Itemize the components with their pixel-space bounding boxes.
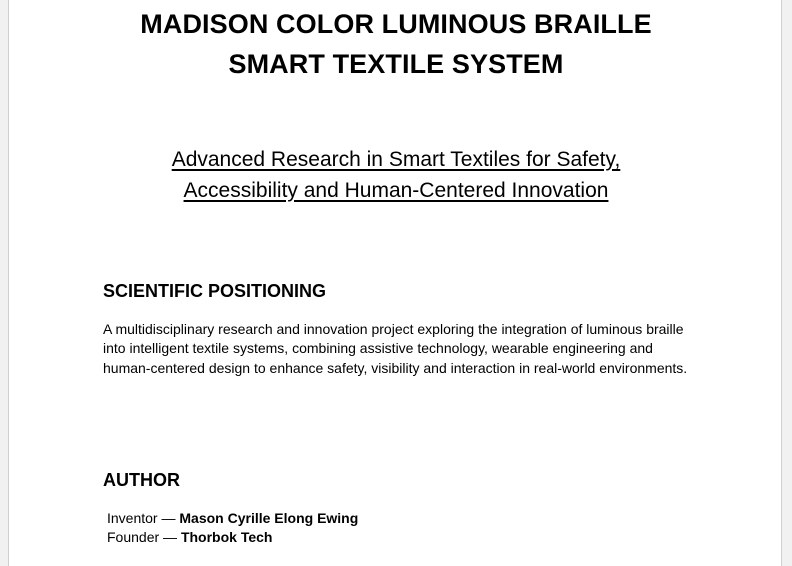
inventor-line	[107, 509, 358, 528]
document-title	[9, 4, 783, 84]
founder-label: Founder —	[107, 529, 178, 545]
scientific-positioning-heading: SCIENTIFIC POSITIONING	[103, 281, 327, 301]
founder-name: Thorbok Tech	[180, 529, 273, 545]
subtitle-line-2: Accessibility and Human-Centered Innovation	[183, 179, 609, 202]
author-details	[107, 509, 358, 547]
document-page	[8, 0, 782, 566]
scientific-positioning-paragraph: A multidisciplinary research and innovation project exploring the integration of luminous braille into intelligent textile systems, combining assistive technology, wearable engineering and human-centered design to enhance safety, visibility and interaction in real-world environments.	[103, 321, 688, 376]
title-line-2: SMART TEXTILE SYSTEM	[228, 49, 564, 79]
founder-line	[107, 528, 358, 547]
subtitle-line-1: Advanced Research in Smart Textiles for Safety,	[171, 148, 621, 171]
document-subtitle	[9, 144, 783, 206]
inventor-name: Mason Cyrille Elong Ewing	[179, 510, 359, 526]
author-heading: AUTHOR	[103, 470, 180, 490]
title-line-1: MADISON COLOR LUMINOUS BRAILLE	[140, 9, 652, 39]
inventor-label: Inventor —	[107, 510, 176, 526]
